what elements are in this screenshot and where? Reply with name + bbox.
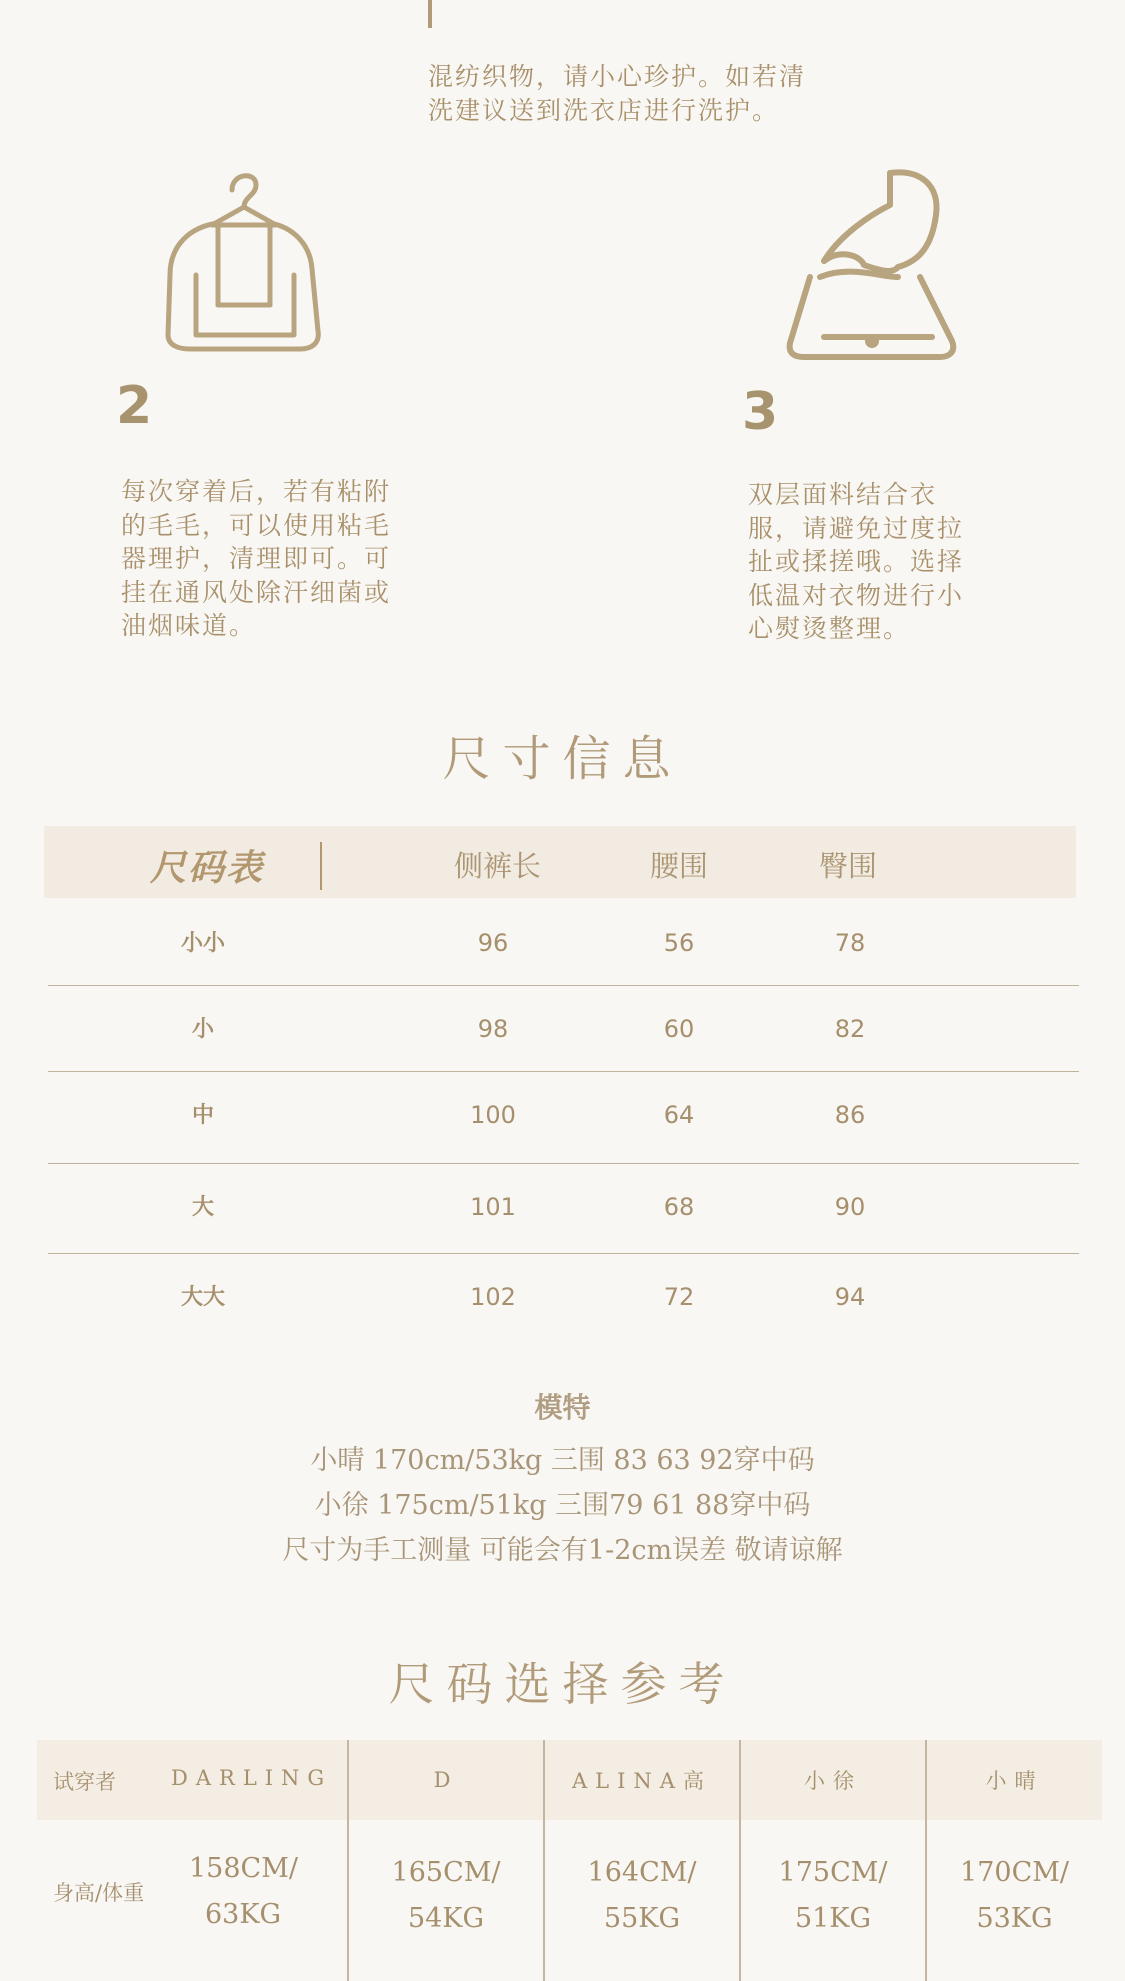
hanger-sweater-icon — [160, 165, 330, 355]
table-row — [48, 900, 1079, 986]
iron-hand-icon — [780, 165, 960, 365]
xiaoqing-height: 170CM/ — [960, 1857, 1069, 1888]
care-item-2-text: 每次穿着后，若有粘附 的毛毛，可以使用粘毛 器理护，清理即可。可 挂在通风处除汗细菌或 油烟味道。 — [121, 477, 392, 640]
reference-body-row — [37, 1820, 1102, 1981]
tester-darling: DARLING — [171, 1766, 333, 1790]
table-row — [48, 1072, 1079, 1164]
care-item-3-number: 3 — [742, 382, 779, 442]
hip-value: 94 — [834, 1283, 866, 1311]
xiaoqing-weight: 53KG — [976, 1903, 1053, 1934]
tester-xiaoqing: 小晴 — [926, 1740, 1102, 1820]
hip-value: 78 — [834, 929, 866, 957]
size-name: 中 — [191, 1102, 214, 1128]
waist-value: 56 — [663, 929, 695, 957]
xiaoqing-measurements — [926, 1820, 1102, 1981]
header-separator — [320, 842, 322, 890]
hip-value: 90 — [834, 1193, 866, 1221]
size-table-header — [44, 826, 1076, 898]
reference-header-row — [37, 1740, 1102, 1820]
height-weight-label: 身高/体重 — [53, 1881, 145, 1905]
tester-alina: ALINA高 — [544, 1740, 740, 1820]
d-height: 165CM/ — [391, 1857, 501, 1888]
length-value: 100 — [470, 1101, 516, 1129]
size-info-title: 尺寸信息 — [442, 731, 683, 787]
size-table-label: 尺码表 — [150, 847, 265, 889]
length-value: 102 — [470, 1283, 516, 1311]
length-value: 101 — [470, 1193, 516, 1221]
care-item-1-text: 混纺织物，请小心珍护。如若清 洗建议送到洗衣店进行洗护。 — [428, 62, 807, 125]
reference-title: 尺码选择参考 — [388, 1657, 737, 1711]
xiaoxu-measurements — [740, 1820, 926, 1981]
table-row — [48, 1164, 1079, 1254]
waist-value: 60 — [663, 1015, 695, 1043]
table-row — [48, 1254, 1079, 1340]
size-name: 小 — [191, 1016, 214, 1042]
table-row — [48, 986, 1079, 1072]
size-name: 大大 — [180, 1284, 225, 1310]
measurement-note: 尺寸为手工测量 可能会有1-2cm误差 敬请谅解 — [282, 1535, 843, 1566]
alina-measurements — [544, 1820, 740, 1981]
reference-header-cell — [37, 1740, 348, 1820]
tester-label: 试穿者 — [53, 1770, 116, 1794]
alina-height: 164CM/ — [587, 1857, 697, 1888]
care-divider-mark — [428, 0, 432, 28]
darling-height: 158CM/ — [189, 1853, 298, 1884]
model-info-1: 小晴 170cm/53kg 三围 83 63 92穿中码 — [310, 1445, 815, 1476]
reference-table — [37, 1740, 1102, 1981]
reference-body-cell — [37, 1820, 348, 1981]
hip-value: 86 — [834, 1101, 866, 1129]
tester-xiaoxu: 小徐 — [740, 1740, 926, 1820]
size-name: 小小 — [180, 930, 225, 956]
darling-weight: 63KG — [205, 1899, 282, 1930]
d-weight: 54KG — [407, 1903, 485, 1934]
model-title: 模特 — [534, 1391, 591, 1424]
alina-weight: 55KG — [603, 1903, 681, 1934]
column-header-hip: 臀围 — [819, 849, 878, 883]
care-item-3-text: 双层面料结合衣 服，请避免过度拉 扯或揉搓哦。选择 低温对衣物进行小 心熨烫整理。 — [748, 480, 965, 643]
hip-value: 82 — [834, 1015, 866, 1043]
column-header-length: 侧裤长 — [454, 849, 542, 883]
waist-value: 68 — [663, 1193, 695, 1221]
model-info-2: 小徐 175cm/51kg 三围79 61 88穿中码 — [314, 1490, 811, 1521]
column-header-waist: 腰围 — [650, 849, 709, 883]
xiaoxu-height: 175CM/ — [778, 1857, 888, 1888]
tester-d: D — [348, 1740, 544, 1820]
d-measurements — [348, 1820, 544, 1981]
length-value: 96 — [477, 929, 509, 957]
xiaoxu-weight: 51KG — [794, 1903, 872, 1934]
waist-value: 64 — [663, 1101, 695, 1129]
care-item-2-number: 2 — [116, 376, 153, 436]
size-name: 大 — [191, 1194, 214, 1220]
length-value: 98 — [477, 1015, 509, 1043]
waist-value: 72 — [663, 1283, 695, 1311]
